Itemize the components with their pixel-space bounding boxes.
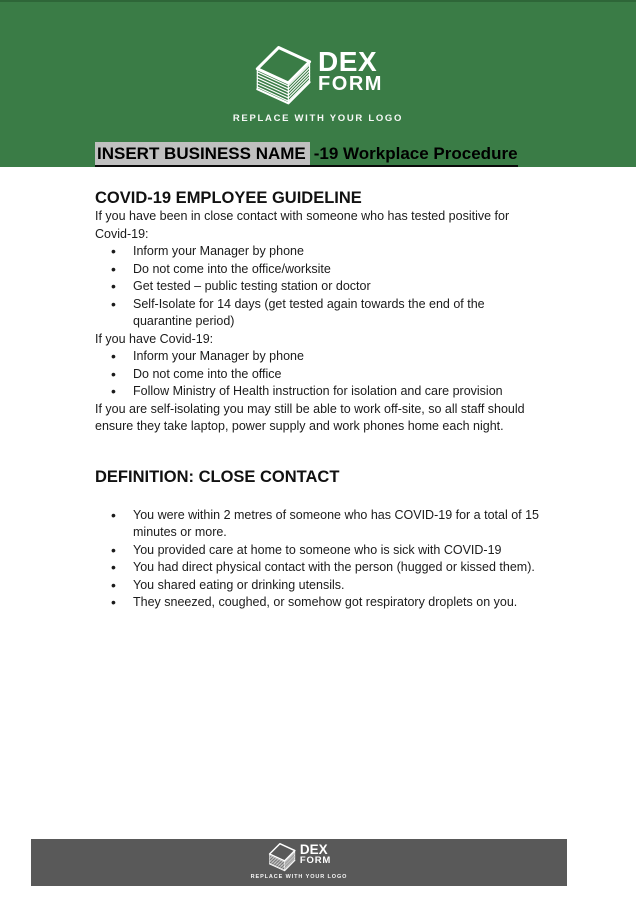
document-title-rest: -19 Workplace Procedure [313,144,518,163]
list-item: • They sneezed, coughed, or somehow got respiratory droplets on you. [95,594,542,612]
close-contact-steps-list [95,243,542,331]
list-item: • Follow Ministry of Health instruction for isolation and care provision [95,383,542,401]
footer-logo [31,842,567,880]
guideline-heading: COVID-19 EMPLOYEE GUIDELINE [95,189,362,207]
list-item: • You had direct physical contact with the person (hugged or kissed them). [95,559,542,577]
footer-band [31,839,567,886]
logo-brand-line2: FORM [318,73,383,95]
document-title-underline [95,144,518,167]
list-item: • You provided care at home to someone who is sick with COVID-19 [95,542,542,560]
document-title [95,144,518,167]
list-item: • Self-Isolate for 14 days (get tested again towards the end of the quarantine period) [95,296,542,331]
list-item: • Inform your Manager by phone [95,243,542,261]
close-contact-definition-list [95,507,542,612]
logo-brand-line2: FORM [299,855,332,866]
list-item: • You shared eating or drinking utensils. [95,577,542,595]
business-name-placeholder: INSERT BUSINESS NAME [95,142,310,165]
logo-wordmark [300,844,331,866]
list-item: • Inform your Manager by phone [95,348,542,366]
covid-positive-intro: If you have Covid-19: [95,331,214,346]
header-logo-row [253,44,383,106]
paper-stack-icon [267,842,297,872]
logo-wordmark [318,46,383,95]
header-logo [0,44,636,124]
covid-positive-steps-list [95,348,542,401]
close-contact-intro: If you have been in close contact with someone who has tested positive for Covid-19: [95,209,510,241]
definition-heading: DEFINITION: CLOSE CONTACT [95,467,340,486]
header-band [0,0,636,167]
paper-stack-icon [253,44,313,106]
list-item: • Do not come into the office/worksite [95,261,542,279]
list-item: • Do not come into the office [95,366,542,384]
logo-tagline: REPLACE WITH YOUR LOGO [232,113,404,124]
footer-logo-row [267,842,331,872]
logo-brand-line1: DEX [318,46,378,77]
logo-brand-line1: DEX [299,842,328,857]
list-item: • Get tested – public testing station or doctor [95,278,542,296]
document-body [95,167,542,612]
list-item: • You were within 2 metres of someone who has COVID-19 for a total of 15 minutes or more. [95,507,542,542]
self-isolating-note: If you are self-isolating you may still be able to work off-site, so all staff should ensure they take laptop, power supply and work phones home each night. [95,401,525,433]
logo-tagline: REPLACE WITH YOUR LOGO [250,874,348,880]
